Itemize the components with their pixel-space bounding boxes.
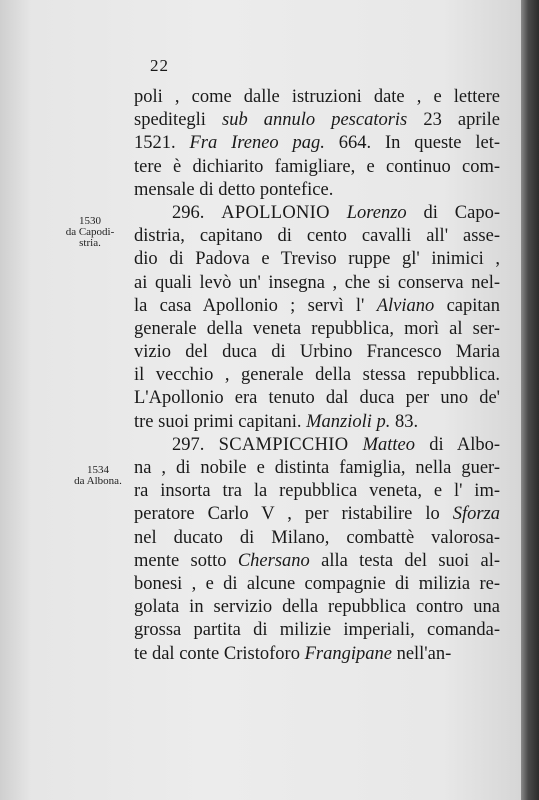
- text-line: [134, 619, 500, 642]
- text-run: speditegli: [134, 110, 222, 131]
- text-run: distria, capitano di cento cavalli all' asse-: [134, 226, 500, 247]
- text-run: vizio del duca di Urbino Francesco Maria: [134, 342, 500, 363]
- text-run: tere è dichiarito famigliare, e continuo com-: [134, 156, 500, 177]
- text-line: [134, 457, 500, 480]
- text-run: di Capo-: [406, 202, 500, 223]
- text-run: nell'an-: [391, 643, 452, 664]
- text-run: golata in servizio della repubblica contro una: [134, 597, 500, 618]
- text-run: Matteo: [362, 434, 415, 455]
- text-line: [134, 272, 500, 295]
- page-edge-shadow: [521, 0, 539, 800]
- text-line: [134, 341, 500, 364]
- text-line: [134, 573, 500, 596]
- text-line: [134, 434, 500, 457]
- text-run: poli , come dalle istruzioni date , e lettere: [134, 87, 500, 107]
- text-run: peratore Carlo V , per ristabilire lo: [134, 504, 453, 525]
- text-run: mente sotto: [134, 550, 238, 571]
- text-run: 23 aprile: [407, 110, 500, 131]
- text-run: APOLLONIO: [221, 202, 330, 223]
- margin-note-year: 1534: [87, 464, 109, 476]
- text-run: Alviano: [376, 295, 435, 316]
- text-line: [134, 527, 500, 550]
- text-line: [134, 109, 500, 132]
- text-run: ra insorta tra la repubblica veneta, e l' im-: [134, 481, 500, 502]
- body-text: [134, 86, 500, 666]
- text-run: di Albo-: [415, 434, 500, 455]
- text-run: 664. In queste let-: [324, 133, 500, 154]
- text-run: Sforza: [452, 504, 500, 525]
- text-run: SCAMPICCHIO: [218, 434, 349, 455]
- page-number: 22: [150, 56, 169, 75]
- text-line: [134, 225, 500, 248]
- text-run: Manzioli p.: [306, 411, 391, 432]
- text-line: [134, 295, 500, 318]
- text-line: [134, 503, 500, 526]
- margin-note-place-cont: stria.: [79, 237, 101, 249]
- text-run: tre suoi primi capitani.: [134, 411, 307, 432]
- text-line: [134, 318, 500, 341]
- text-run: 297.: [172, 434, 219, 455]
- text-run: 83.: [390, 411, 419, 432]
- text-run: [348, 435, 362, 455]
- text-run: la casa Apollonio ; servì l': [134, 295, 377, 316]
- text-run: capitan: [434, 295, 500, 316]
- text-run: na , di nobile e distinta famiglia, nella guer-: [134, 458, 500, 478]
- text-run: L'Apollonio era tenuto dal duca per uno de': [134, 388, 500, 409]
- margin-note-place: da Capodi-: [65, 226, 115, 238]
- text-run: Frangipane: [304, 643, 392, 664]
- text-line: [134, 179, 500, 202]
- text-line: [134, 387, 500, 410]
- text-run: il vecchio , generale della stessa repubblica.: [134, 365, 500, 386]
- margin-note-place: da Albona.: [74, 475, 122, 487]
- margin-note-1534: [66, 465, 130, 487]
- text-run: [330, 203, 347, 223]
- text-run: generale della veneta repubblica, morì al ser-: [134, 318, 500, 339]
- text-line: [134, 156, 500, 179]
- text-line: [134, 550, 500, 573]
- text-run: Fra Ireneo pag.: [189, 133, 325, 154]
- text-run: dio di Padova e Treviso ruppe gl' inimici ,: [134, 249, 500, 270]
- text-run: 296.: [172, 202, 222, 223]
- text-line: [134, 411, 500, 434]
- text-line: [134, 643, 500, 666]
- text-run: bonesi , e di alcune compagnie di milizia re-: [134, 573, 500, 594]
- text-run: Lorenzo: [346, 202, 407, 223]
- text-run: alla testa del suoi al-: [309, 550, 500, 571]
- text-run: te dal conte Cristoforo: [134, 643, 305, 664]
- text-run: ai quali levò un' insegna , che si conserva nel-: [134, 272, 500, 293]
- text-line: [134, 86, 500, 109]
- text-line: [134, 202, 500, 225]
- text-line: [134, 248, 500, 271]
- text-run: nel ducato di Milano, combattè valorosa-: [134, 527, 500, 548]
- text-run: sub annulo pescatoris: [222, 110, 408, 131]
- text-run: mensale di detto pontefice.: [134, 179, 334, 200]
- text-line: [134, 480, 500, 503]
- text-run: 1521.: [134, 133, 190, 154]
- text-run: grossa partita di milizie imperiali, comanda-: [134, 620, 500, 641]
- text-line: [134, 364, 500, 387]
- text-line: [134, 132, 500, 155]
- margin-note-1530: [60, 216, 120, 249]
- text-line: [134, 596, 500, 619]
- margin-note-year: 1530: [79, 215, 101, 227]
- text-run: Chersano: [237, 550, 310, 571]
